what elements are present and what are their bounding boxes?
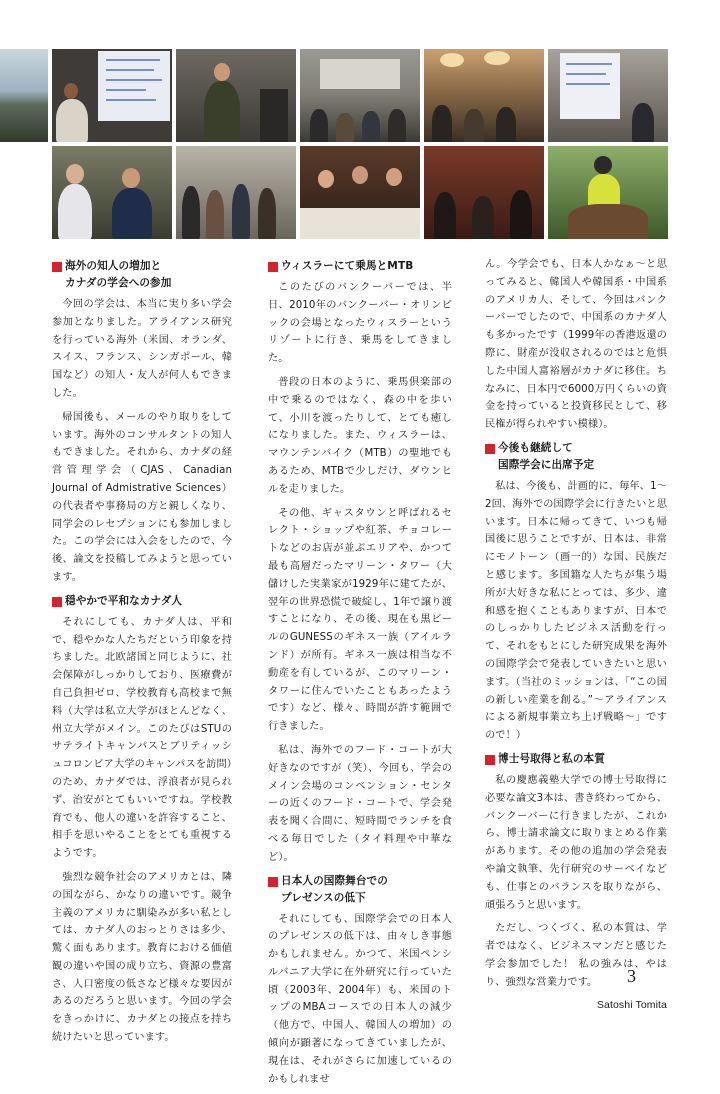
heading-doctorate: 博士号取得と私の本質: [485, 751, 667, 768]
paragraph: 私は、今後も、計画的に、毎年、1～2回、海外での国際学会に行きたいと思います。日本に帰ってきて、いつも帰国後に思うことですが、日本は、非常にモノトーン（画一的）な国、民族だと感じます。多国籍な人たちが集う場所が大好きな私にとっては、多少、違和感を抱くこともありますが、日本でのしっかりしたビジネス活動を行って、それをもとにした研究成果を海外の国際学会で発表していきたいと思います。（当社のミッションは、「“この国の新しい産業を創る。”～アライアンスによる新規事業立ち上げ戦略～」ですので！）: [485, 480, 667, 742]
paragraph: 今回の学会は、本当に実り多い学会参加となりました。アライアンス研究を行っている海外（米国、オランダ、スイス、フランス、シンガポール、韓国など）の知人・友人が何人もできました。: [52, 299, 232, 399]
paragraph: それにしても、国際学会での日本人のプレゼンスの低下は、由々しき事態かもしれません。かつて、米国ペンシルバニア大学に在外研究に行っていた頃（2003年、2004年）も、米国のトップのMBAコースでの日本人の減少（他方で、中国人、韓国人の増加）の傾向が顕著になってきていましたが、現在は、それがさらに加速しているのかもしれませ: [268, 913, 452, 1085]
paragraph: 帰国後も、メールのやり取りをしています。海外のコンサルタントの知人もできました。それから、カナダの経営管理学会（CJAS、Canadian Journal of Admistrative Sciences）の代表者や事務局の方と親しくなり、同学会のレセプションにも参加しました。この学会には入会をしたので、今後、論文を投稿してみようと思っています。: [52, 411, 232, 583]
section-marker-icon: [485, 444, 495, 454]
heading-japanese-presence: 日本人の国際舞台での プレゼンスの低下: [268, 873, 452, 907]
section-marker-icon: [52, 262, 62, 272]
section-marker-icon: [268, 877, 278, 887]
author-signature: Satoshi Tomita: [596, 999, 667, 1012]
heading-whistler: ウィスラーにて乗馬とMTB: [268, 258, 452, 275]
section-marker-icon: [52, 597, 62, 607]
paragraph: ん。今学会でも、日本人かなぁ～と思ってみると、韓国人や韓国系・中国系のアメリカ人、そして、今回はバンクーバーでしたので、中国系のカナダ人も多かったです（1999年の香港返還の際に、財産が没収されるのではと危惧した中国人富裕層がカナダに移住。ちなみに、日本円で6000万円くらいの資金を持っていると投資移民として、移民権が得られやすい模様）。: [485, 259, 667, 431]
heading-continue-conferences: 今後も継続して 国際学会に出席予定: [485, 440, 667, 474]
photo-horseback-riding: [548, 146, 668, 239]
paragraph: 私の慶應義塾大学での博士号取得に必要な論文3本は、書き終わってから、バンクーバーに行きましたが、これから、博士請求論文に取りまとめる作業があります。その他の追加の学会発表や論文執筆、先行研究のサーベイなども、仕事とのバランスを取りながら、頑張ろうと思います。: [485, 774, 667, 911]
photo-collage: [0, 0, 720, 242]
column-1: [52, 256, 232, 1053]
photo-reception-crowd: [176, 146, 296, 239]
section-marker-icon: [485, 755, 495, 765]
photo-group-dinner: [52, 146, 172, 239]
column-3: [485, 256, 667, 1015]
photo-banquet-hall: [424, 49, 544, 142]
paragraph: このたびのバンクーバーでは、半日、2010年のバンクーバー・オリンピックの会場となったウィスラーというリゾートに行き、乗馬をしてきました。: [268, 282, 452, 365]
paragraph: ただし、つくづく、私の本質は、学者ではなく、ビジネスマンだと感じた学会参加でした！ 私の強みは、やはり、強烈な営業力です。: [485, 923, 667, 988]
section-marker-icon: [268, 262, 278, 272]
paragraph: 普段の日本のように、乗馬倶楽部の中で乗るのではなく、森の中を歩いて、小川を渡ったりして、とても癒しになりました。また、ウィスラーは、マウンテンバイク（MTB）の聖地でもあるため、MTBで少しだけ、ダウンヒルを走りました。: [268, 376, 452, 495]
photo-woman-speaking: [176, 49, 296, 142]
photo-conference-room: [300, 49, 420, 142]
photo-presenter-with-slide: [52, 49, 172, 142]
photo-slide-session: [548, 49, 668, 142]
photo-dinner-table: [300, 146, 420, 239]
page-number: 3: [627, 966, 636, 986]
paragraph: それにしても、カナダ人は、平和で、穏やかな人たちだという印象を持ちました。北欧諸国と同じように、社会保障がしっかりしており、医療費が自己負担ゼロ、学校教育も高校まで無料（大学は私立大学がほとんどなく、州立大学がメイン。このたびはSTUのサテライトキャンパスとブリティッシュコロンビア大学のキャンパスを訪問）のため、カナダでは、浮浪者が見られず、治安がとてもいいですね。学校教育でも、他人の違いを許容すること、相手を思いやることをとても重視するようです。: [52, 616, 232, 860]
photo-evening-restaurant: [424, 146, 544, 239]
photo-lakeside: [0, 49, 48, 142]
column-2: [268, 256, 452, 1094]
heading-overseas-acquaintances: 海外の知人の増加と カナダの学会への参加: [52, 258, 232, 292]
paragraph: 私は、海外でのフード・コートが大好きなのですが（笑）、今回も、学会のメイン会場のコンベンション・センターの近くのフード・コートで、学会発表を聞く合間に、短時間でランチを食べる毎日でした（タイ料理や中華など）。: [268, 744, 452, 863]
paragraph: 強烈な競争社会のアメリカとは、隣の国ながら、かなりの違いです。競争主義のアメリカに馴染みが多い私としては、カナダ人のおっとりさは多少、驚く面もあります。教育における価値観の違いや国の成り立ち、資源の豊富さ、人口密度の低さなど様々な要因があるのだろうと思います。今回の学会をきっかけに、カナダとの接点を持ち続けたいと思っています。: [52, 871, 232, 1044]
paragraph: その他、ギャスタウンと呼ばれるセレクト・ショップや紅茶、チョコレートなどのお店が並ぶエリアや、かつて最も高層だったマリーン・タワー（大儲けした実業家が1929年に建てたが、翌年の世界恐慌で破綻し、1年で譲り渡すことになり、その後、現在も黒ビールのGUNESSのギネス一族（アイルランド）が所有。ギネス一族は相当な不動産を有しているが、このマリーン・タワーに住んでいたこともあったようです）など、様々、時間が許す範囲で行きました。: [268, 507, 452, 733]
heading-peaceful-canadians: 穏やかで平和なカナダ人: [52, 593, 232, 610]
